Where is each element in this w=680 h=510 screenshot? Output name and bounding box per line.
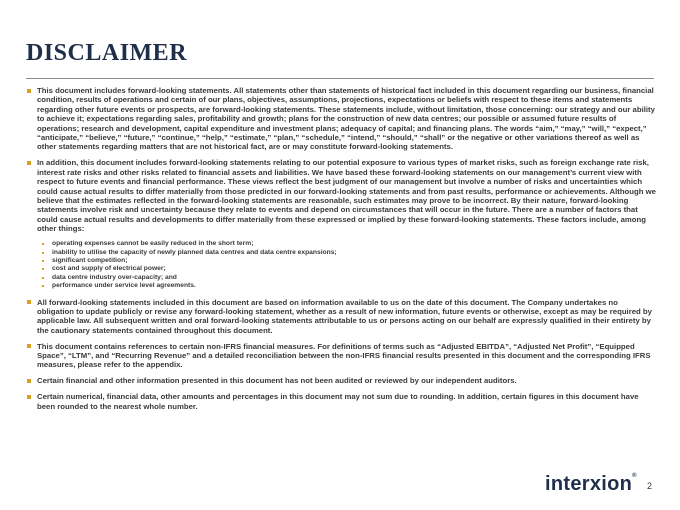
disclaimer-paragraph (26, 376, 656, 385)
disclaimer-body (26, 86, 656, 418)
risk-factors-list (26, 240, 656, 290)
disclaimer-paragraph (26, 342, 656, 370)
sub-bullet-marker (42, 268, 44, 270)
disclaimer-paragraph (26, 298, 656, 336)
logo-text: interxion (545, 473, 633, 495)
bullet-marker (27, 379, 31, 383)
paragraph-text: Certain financial and other information presented in this document has not been audited or reviewed by our independent auditors. (37, 376, 517, 386)
sub-bullet-marker (42, 260, 44, 262)
bullet-marker (27, 300, 31, 304)
sub-bullet-marker (42, 277, 44, 279)
paragraph-text: This document contains references to certain non-IFRS financial measures. For definitions of terms such as “Adjusted EBITDA”, “Adjusted Net Profit”, “Equipped Space”, “LTM”, and “Recurring Revenue” and a detailed reconciliation between the non-IFRS financial results presented in this document and the corresponding IFRS measures, please refer to the appendix. (37, 341, 651, 370)
bullet-marker (27, 395, 31, 399)
page-title: DISCLAIMER (26, 40, 188, 66)
list-item-text: operating expenses cannot be easily reduced in the short term; (52, 240, 254, 248)
paragraph-text: This document includes forward-looking statements. All statements other than statements of historical fact included in this document regarding our business, financial condition, results of operations and certain of our plans, objectives, assumptions, projections, expectations or beliefs with respect to these items and statements regarding other future events or prospects, are forward-looking statements. These statements include, without limitation, those concerning: our strategy and our ability to achieve it; expectations regarding sales, profitability and growth; plans for the construction of new data centres; our possible or assumed future results of operations; research and development, capital expenditure and investment plans; adequacy of capital; and financing plans. The words “aim,” “may,” “will,” “expect,” “anticipate,” “believe,” “future,” “continue,” “help,” “estimate,” “plan,” “schedule,” “intend,” “should,” “shall” or the negative or other variations thereof as well as other statements regarding matters that are not historical fact, are or may constitute forward-looking statements. (37, 86, 655, 152)
bullet-marker (27, 344, 31, 348)
paragraph-text: In addition, this document includes forward-looking statements relating to our potential exposure to various types of market risks, such as foreign exchange rate risk, interest rate risks and other risks related to financial assets and liabilities. We have based these forward-looking statements on our management’s current view with respect to future events and financial performance. These views reflect the best judgment of our management but involve a number of risks and uncertainties which could cause actual results to differ materially from those predicted in our forward-looking statements and from past results, performance or achievements. Although we believe that the estimates reflected in the forward-looking statements are reasonable, such estimates may prove to be incorrect. By their nature, forward-looking statements involve risk and uncertainty because they relate to events and depend on circumstances that will occur in the future. There are a number of factors that could cause actual results and developments to differ materially from these expressed or implied by these forward-looking statements. These factors include, among other things: (37, 158, 656, 234)
list-item (26, 240, 656, 248)
disclaimer-paragraph (26, 392, 656, 411)
bullet-marker (27, 89, 31, 93)
disclaimer-paragraph (26, 86, 656, 152)
list-item-text: inability to utilise the capacity of newly planned data centres and data centre expansions; (52, 248, 337, 256)
paragraph-text: All forward-looking statements included in this document are based on information available to us on the date of this document. The Company undertakes no obligation to update publicly or revise any forward-looking statement, whether as a result of new information, future events or otherwise, except as may be required by applicable law. All subsequent written and oral forward-looking statements attributable to us or persons acting on our behalf are expressly qualified in their entirety by the cautionary statements contained throughout this document. (37, 297, 652, 335)
list-item (26, 249, 656, 257)
page-number: 2 (647, 481, 653, 491)
bullet-marker (27, 161, 31, 165)
disclaimer-paragraph (26, 158, 656, 233)
interxion-logo (545, 473, 637, 496)
list-item-text: cost and supply of electrical power; (52, 265, 166, 273)
list-item (26, 274, 656, 282)
paragraph-text: Certain numerical, financial data, other amounts and percentages in this document may not sum due to rounding. In addition, certain figures in this document have been rounded to the nearest whole number. (37, 392, 639, 411)
list-item-text: data centre industry over-capacity; and (52, 273, 177, 281)
sub-bullet-marker (42, 285, 44, 287)
sub-bullet-marker (42, 252, 44, 254)
list-item-text: significant competition; (52, 256, 128, 264)
title-divider (26, 78, 654, 79)
list-item-text: performance under service level agreements. (52, 282, 196, 290)
registered-mark: ® (632, 473, 637, 479)
list-item (26, 265, 656, 273)
list-item (26, 282, 656, 290)
list-item (26, 257, 656, 265)
sub-bullet-marker (42, 243, 44, 245)
